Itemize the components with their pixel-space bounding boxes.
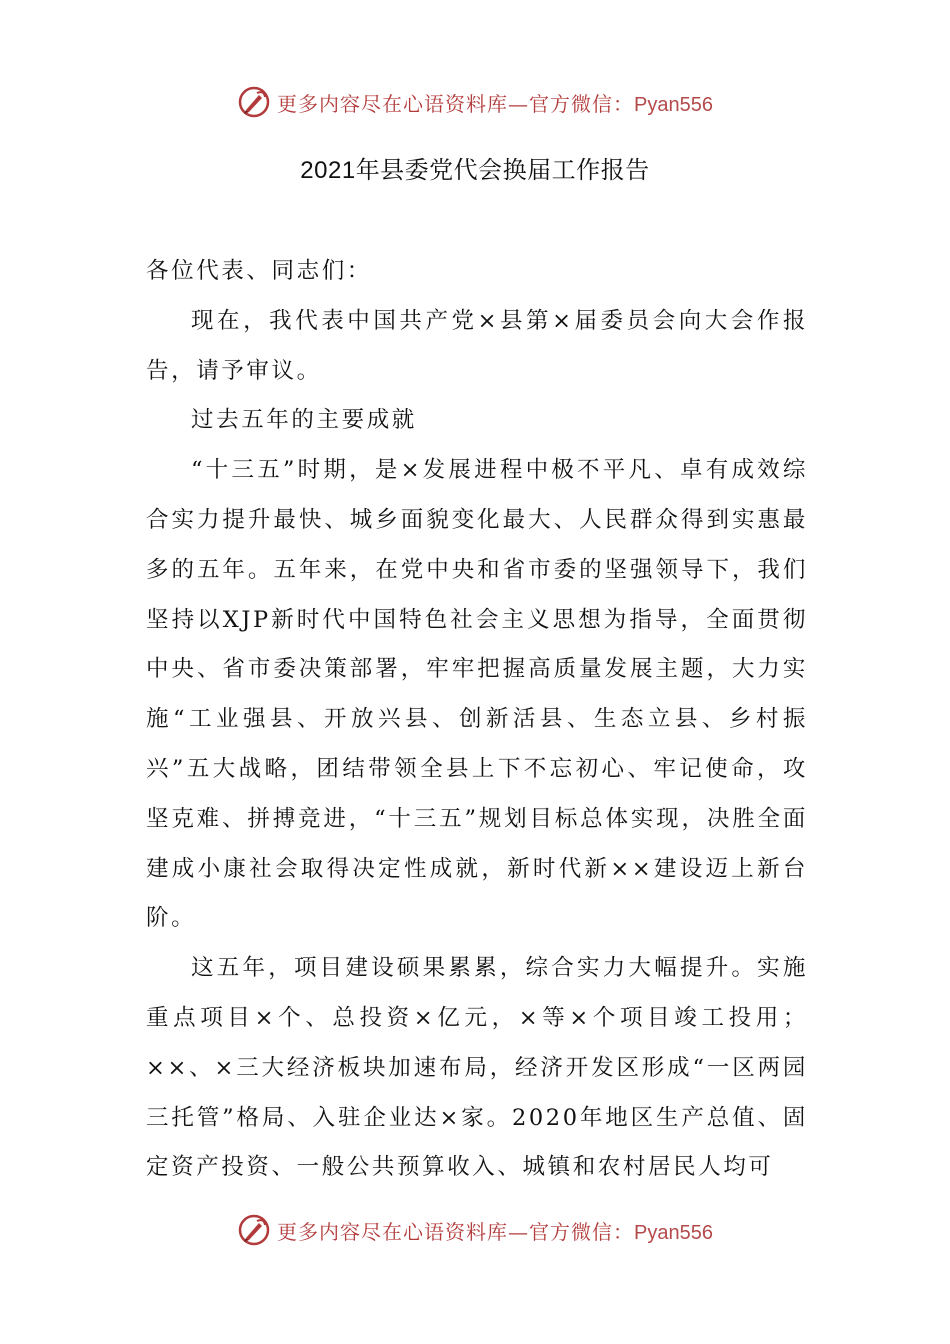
- paragraph-opening: 现在，我代表中国共产党×县第×届委员会向大会作报告，请予审议。: [146, 307, 808, 384]
- watermark-handle: Pyan556: [634, 1221, 713, 1244]
- watermark-text: [277, 88, 713, 117]
- paragraph-achievements: “十三五”时期，是×发展进程中极不平凡、卓有成效综合实力提升最快、城乡面貌变化最大、人民群众得到实惠最多的五年。五年来，在党中央和省市委的坚强领导下，我们坚持以XJP新时代中国特色社会主义思想为指导，全面贯彻中央、省市委决策部署，牢牢把握高质量发展主题，大力实施“工业强县、开放兴县、创新活县、生态立县、乡村振兴”五大战略，团结带领全县上下不忘初心、牢记使命，攻坚克难、拼搏竞进，“十三五”规划目标总体实现，决胜全面建成小康社会取得决定性成就，新时代新××建设迈上新台阶。: [146, 457, 808, 932]
- watermark-label: 更多内容尽在心语资料库—官方微信：: [277, 91, 635, 116]
- section-heading: 过去五年的主要成就: [191, 407, 417, 434]
- watermark-header: [0, 82, 950, 122]
- watermark-text: [277, 1216, 713, 1245]
- paragraph-projects: 这五年，项目建设硕果累累，综合实力大幅提升。实施重点项目×个、总投资×亿元，×等×个项目竣工投用；××、×三大经济板块加速布局，经济开发区形成“一区两园三托管”格局、入驻企业达×家。2020年地区生产总值、固定资产投资、一般公共预算收入、城镇和农村居民人均可: [146, 955, 808, 1181]
- watermark-label: 更多内容尽在心语资料库—官方微信：: [277, 1219, 635, 1244]
- document-title: 2021年县委党代会换届工作报告: [300, 157, 650, 184]
- document-body: [146, 247, 808, 1193]
- watermark-footer: [0, 1210, 950, 1250]
- pen-logo-icon: [237, 85, 271, 119]
- pen-logo-icon: [237, 1213, 271, 1247]
- salutation: 各位代表、同志们：: [146, 258, 372, 284]
- watermark-handle: Pyan556: [634, 93, 713, 116]
